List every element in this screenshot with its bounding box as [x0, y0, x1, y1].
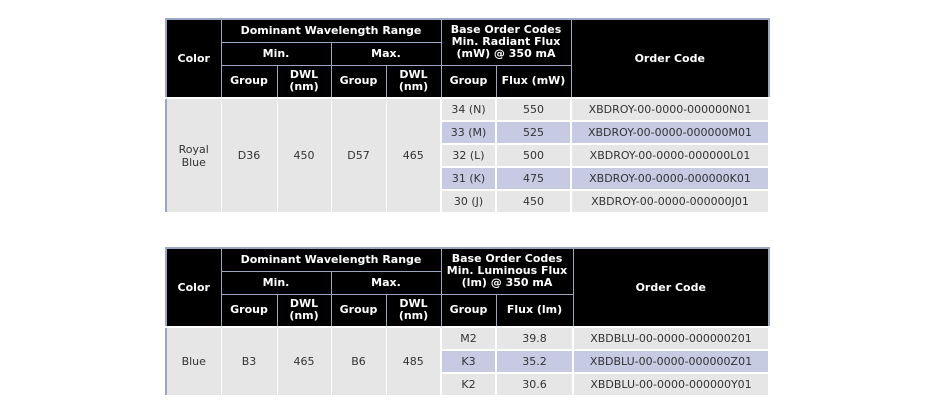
max-group-cell: B6	[331, 327, 386, 396]
max-group-cell: D57	[331, 98, 386, 213]
min-group-header: Group	[221, 294, 277, 327]
min-group-header: Group	[221, 65, 277, 98]
min-dwl-header	[277, 294, 331, 327]
base-header-line-1: Base Order Codes	[451, 252, 563, 266]
order-code-header: Order Code	[571, 19, 769, 98]
nm-label: (nm)	[289, 309, 319, 323]
flux-group-header: Group	[441, 294, 496, 327]
color-line-1: Royal	[178, 142, 209, 156]
order-code-cell: XBDROY-00-0000-000000L01	[571, 144, 769, 167]
dwl-range-header: Dominant Wavelength Range	[221, 19, 441, 42]
min-header: Min.	[221, 271, 331, 294]
dwl-label: DWL	[289, 68, 319, 82]
base-header-line-3: (lm) @ 350 mA	[461, 276, 553, 290]
royal-blue-order-table	[165, 18, 770, 214]
dwl-range-header: Dominant Wavelength Range	[221, 248, 441, 271]
min-dwl-header	[277, 65, 331, 98]
color-cell: Blue	[166, 327, 221, 396]
min-header: Min.	[221, 42, 331, 65]
flux-value-cell: 500	[496, 144, 571, 167]
order-code-cell: XBDROY-00-0000-000000N01	[571, 98, 769, 121]
flux-group-cell: 30 (J)	[441, 190, 496, 213]
max-dwl-header	[386, 294, 441, 327]
max-group-header: Group	[331, 294, 386, 327]
color-cell	[166, 98, 221, 213]
blue-order-table	[165, 247, 770, 397]
order-code-cell: XBDROY-00-0000-000000M01	[571, 121, 769, 144]
order-code-cell: XBDBLU-00-0000-000000Y01	[573, 373, 769, 396]
max-group-header: Group	[331, 65, 386, 98]
flux-value-cell: 475	[496, 167, 571, 190]
flux-header: Flux (lm)	[496, 294, 573, 327]
flux-value-cell: 30.6	[496, 373, 573, 396]
flux-group-header: Group	[441, 65, 496, 98]
flux-value-cell: 525	[496, 121, 571, 144]
min-dwl-cell: 465	[277, 327, 331, 396]
dwl-label: DWL	[289, 297, 319, 311]
order-code-cell: XBDROY-00-0000-000000J01	[571, 190, 769, 213]
max-dwl-cell: 465	[386, 98, 441, 213]
color-line-2: Blue	[181, 155, 206, 169]
flux-value-cell: 450	[496, 190, 571, 213]
color-header: Color	[166, 248, 221, 327]
flux-group-cell: K3	[441, 350, 496, 373]
nm-label: (nm)	[289, 80, 319, 94]
flux-group-cell: 31 (K)	[441, 167, 496, 190]
order-code-cell: XBDBLU-00-0000-000000201	[573, 327, 769, 350]
base-header-line-2: Min. Luminous Flux	[446, 264, 568, 278]
flux-group-cell: 33 (M)	[441, 121, 496, 144]
max-header: Max.	[331, 42, 441, 65]
nm-label: (nm)	[398, 80, 429, 94]
order-code-header: Order Code	[573, 248, 769, 327]
table-row	[166, 327, 769, 350]
flux-header: Flux (mW)	[496, 65, 571, 98]
color-header: Color	[166, 19, 221, 98]
max-dwl-header	[386, 65, 441, 98]
min-group-cell: B3	[221, 327, 277, 396]
dwl-label: DWL	[399, 68, 428, 82]
flux-group-cell: K2	[441, 373, 496, 396]
base-order-codes-header	[441, 19, 571, 65]
base-header-line-3: (mW) @ 350 mA	[456, 47, 556, 61]
flux-group-cell: 32 (L)	[441, 144, 496, 167]
max-header: Max.	[331, 271, 441, 294]
flux-group-cell: 34 (N)	[441, 98, 496, 121]
max-dwl-cell: 485	[386, 327, 441, 396]
dwl-label: DWL	[399, 297, 428, 311]
min-dwl-cell: 450	[277, 98, 331, 213]
table-row	[166, 98, 769, 121]
flux-value-cell: 39.8	[496, 327, 573, 350]
order-code-cell: XBDBLU-00-0000-000000Z01	[573, 350, 769, 373]
flux-group-cell: M2	[441, 327, 496, 350]
min-group-cell: D36	[221, 98, 277, 213]
flux-value-cell: 550	[496, 98, 571, 121]
base-header-line-1: Base Order Codes	[450, 23, 562, 37]
flux-value-cell: 35.2	[496, 350, 573, 373]
base-header-line-2: Min. Radiant Flux	[451, 35, 561, 49]
nm-label: (nm)	[398, 309, 429, 323]
order-code-cell: XBDROY-00-0000-000000K01	[571, 167, 769, 190]
base-order-codes-header	[441, 248, 573, 294]
